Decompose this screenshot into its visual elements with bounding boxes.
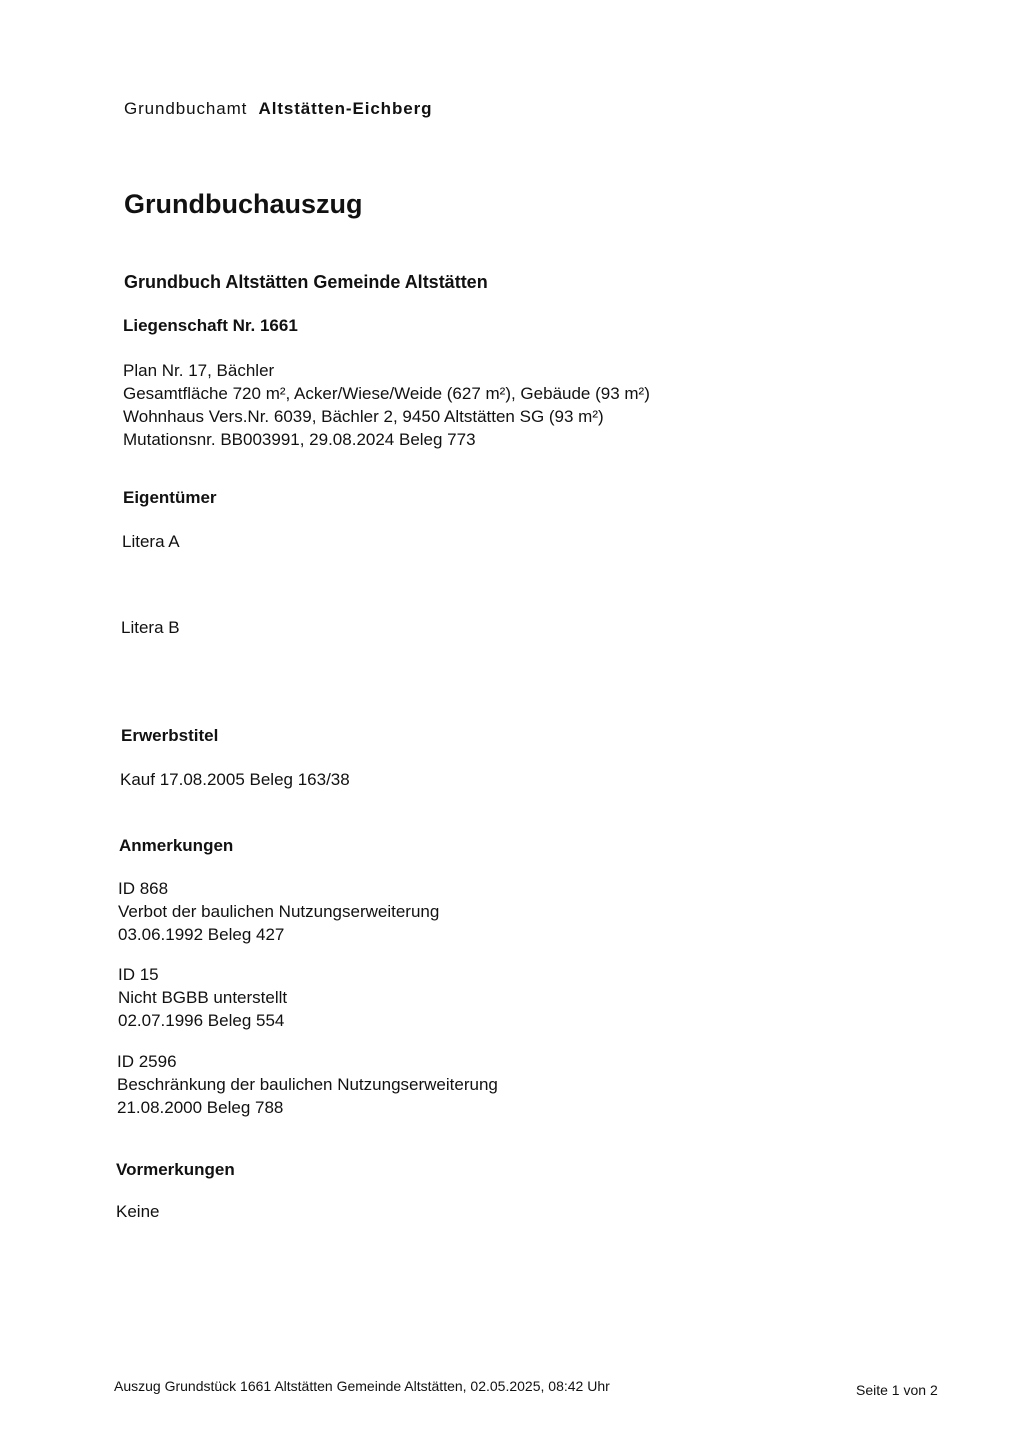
anmerkung-entry [118, 963, 287, 1032]
page-number: Seite 1 von 2 [856, 1382, 938, 1398]
anmerkungen-heading: Anmerkungen [119, 836, 234, 855]
anmerkung-entry [118, 877, 439, 946]
liegenschaft-heading: Liegenschaft Nr. 1661 [123, 316, 298, 335]
litera-a: Litera A [122, 532, 180, 551]
footer-text: Auszug Grundstück 1661 Altstätten Gemeinde Altstätten, 02.05.2025, 08:42 Uhr [114, 1378, 610, 1394]
vormerkungen-heading: Vormerkungen [116, 1160, 235, 1179]
property-details [123, 359, 650, 451]
grundbuch-heading: Grundbuch Altstätten Gemeinde Altstätten [124, 272, 488, 292]
mutation-line: Mutationsnr. BB003991, 29.08.2024 Beleg 773 [123, 430, 476, 449]
document-title: Grundbuchauszug [124, 189, 363, 219]
anmerkung-id: ID 2596 [117, 1052, 177, 1071]
office-label: Grundbuchamt [124, 99, 248, 118]
anmerkung-text: Nicht BGBB unterstellt [118, 988, 288, 1007]
anmerkung-date: 21.08.2000 Beleg 788 [117, 1098, 284, 1117]
anmerkung-id: ID 15 [118, 965, 159, 984]
litera-b: Litera B [121, 618, 180, 637]
anmerkung-id: ID 868 [118, 879, 169, 898]
anmerkung-date: 03.06.1992 Beleg 427 [118, 925, 285, 944]
erwerbstitel-text: Kauf 17.08.2005 Beleg 163/38 [120, 770, 350, 789]
land-registry-office [124, 99, 432, 119]
vormerkungen-text: Keine [116, 1202, 160, 1221]
anmerkung-entry [117, 1050, 498, 1119]
anmerkung-text: Beschränkung der baulichen Nutzungserweiterung [117, 1075, 498, 1094]
anmerkung-date: 02.07.1996 Beleg 554 [118, 1011, 285, 1030]
area-line: Gesamtfläche 720 m², Acker/Wiese/Weide (627 m²), Gebäude (93 m²) [123, 384, 650, 403]
office-name: Altstätten-Eichberg [258, 99, 433, 118]
plan-line: Plan Nr. 17, Bächler [123, 361, 275, 380]
building-line: Wohnhaus Vers.Nr. 6039, Bächler 2, 9450 Altstätten SG (93 m²) [123, 407, 604, 426]
anmerkung-text: Verbot der baulichen Nutzungserweiterung [118, 902, 440, 921]
erwerbstitel-heading: Erwerbstitel [121, 726, 219, 745]
eigentuemer-heading: Eigentümer [123, 488, 217, 507]
